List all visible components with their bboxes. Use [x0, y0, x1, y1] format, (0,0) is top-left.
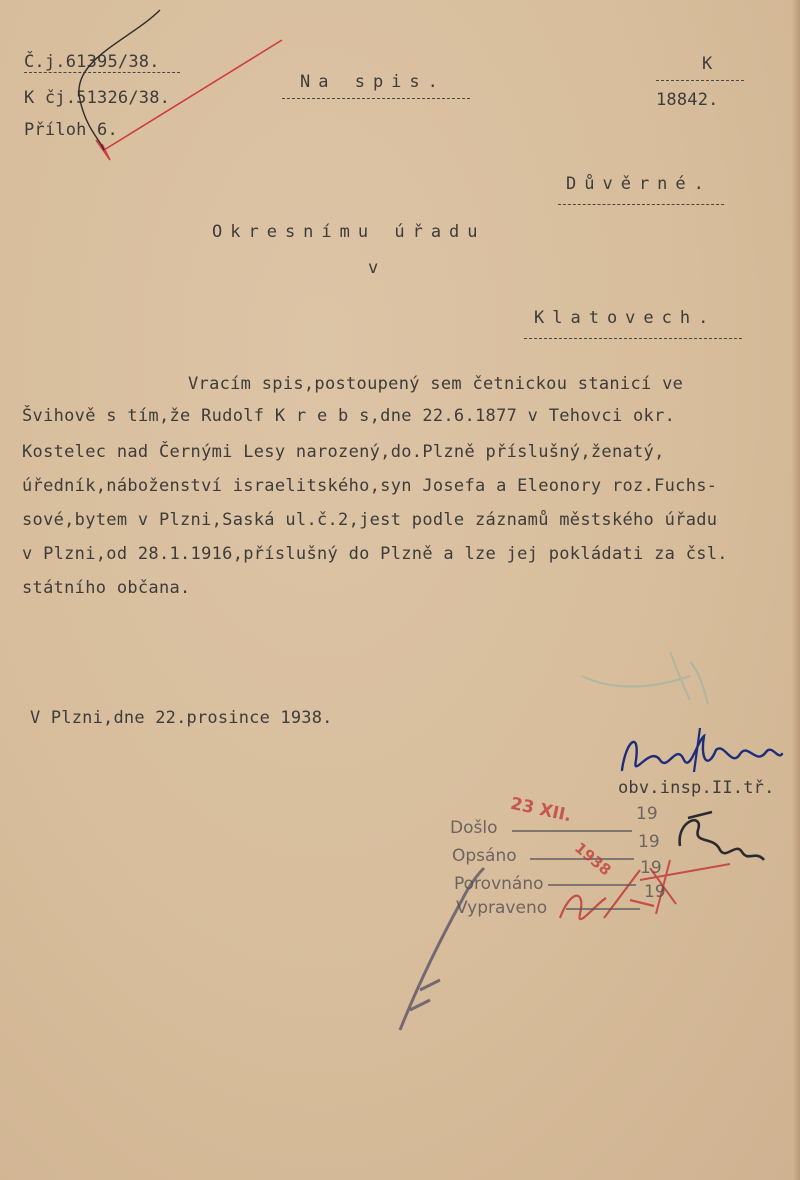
- stamp-year-2: 19: [638, 832, 660, 852]
- attachments-count: Příloh 6.: [24, 120, 118, 140]
- signatory-title: obv.insp.II.tř.: [618, 778, 775, 798]
- stamp-date-year: 1938: [571, 838, 615, 880]
- related-reference: K čj.51326/38.: [24, 88, 171, 108]
- filing-instruction: Na spis.: [300, 72, 446, 92]
- stamp-copied-label: Opsáno: [452, 846, 517, 866]
- body-line: Vracím spis,postoupený sem četnickou stanicí ve: [188, 374, 684, 394]
- body-line: Švihově s tím,že Rudolf K r e b s,dne 22.6.1877 v Tehovci okr.: [22, 406, 676, 426]
- body-line: úředník,náboženství israelitského,syn Josefa a Eleonory roz.Fuchs-: [22, 476, 718, 496]
- addressee-office: Okresnímu úřadu: [212, 222, 486, 242]
- addressee-city: Klatovech.: [534, 308, 717, 328]
- stamp-year-1: 19: [636, 804, 658, 824]
- stamp-dispatched-label: Vypraveno: [456, 898, 548, 918]
- stamp-year-3: 19: [640, 858, 662, 878]
- stamp-line: [512, 830, 632, 832]
- stamp-line: [566, 908, 640, 910]
- stamp-year-4: 19: [644, 882, 666, 902]
- body-line: státního občana.: [22, 578, 191, 598]
- body-line: sové,bytem v Plzni,Saská ul.č.2,jest podle záznamů městského úřadu: [22, 510, 718, 530]
- reference-number: Č.j.61395/38.: [24, 52, 180, 73]
- body-line: Kostelec nad Černými Lesy narozený,do.Plzně příslušný,ženatý,: [22, 442, 665, 462]
- file-number: 18842.: [656, 90, 719, 110]
- stamp-compared-label: Porovnáno: [454, 874, 544, 894]
- confidential-label: Důvěrné.: [566, 174, 712, 194]
- stamp-received-label: Došlo: [450, 818, 498, 838]
- place-and-date: V Plzni,dne 22.prosince 1938.: [30, 708, 333, 728]
- stamp-line: [548, 884, 636, 886]
- body-line: v Plzni,od 28.1.1916,příslušný do Plzně a lze jej pokládati za čsl.: [22, 544, 728, 564]
- addressee-preposition: v: [368, 258, 379, 278]
- letter-mark: K: [702, 54, 713, 74]
- stamp-date-day: 23 XII.: [508, 793, 574, 827]
